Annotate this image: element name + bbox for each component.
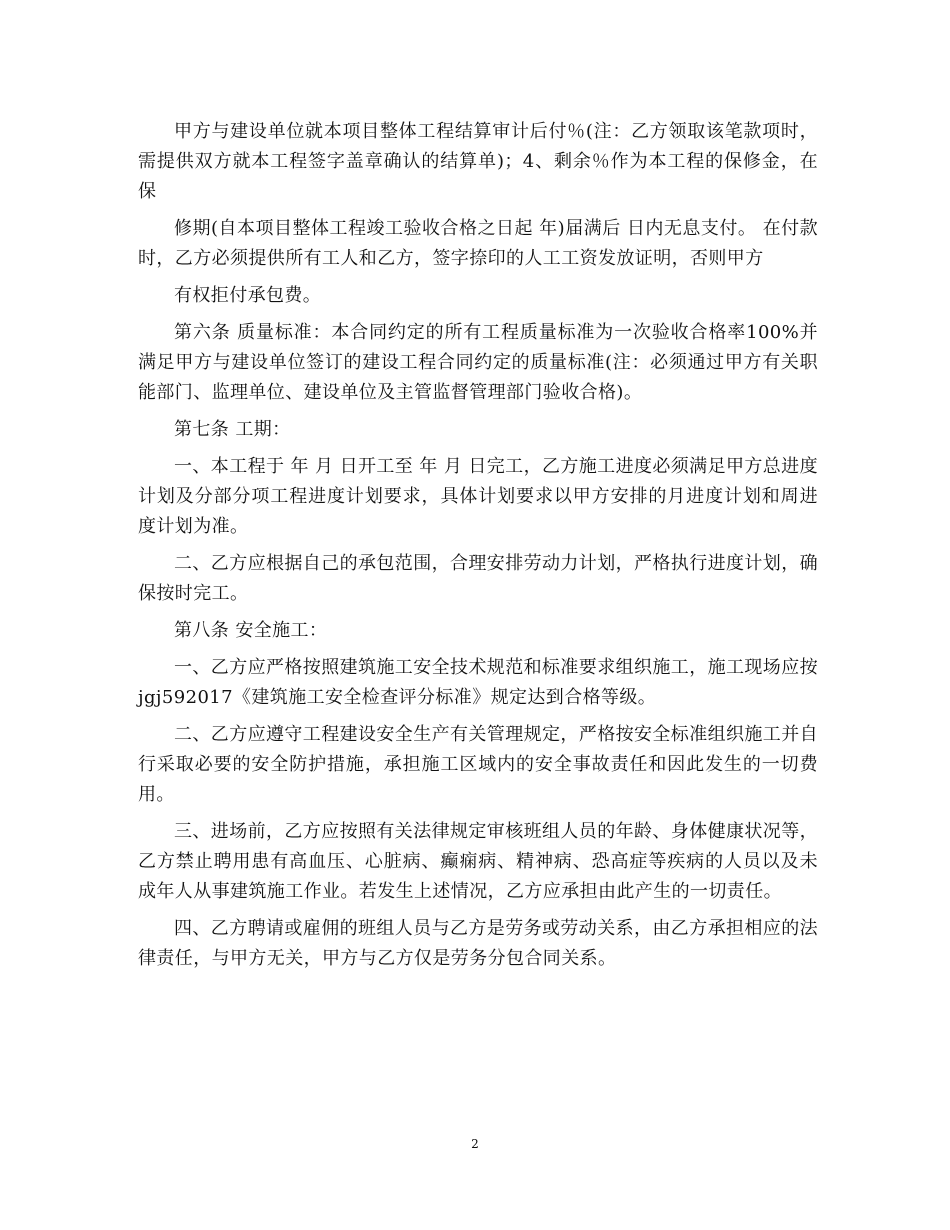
paragraph-article-7-item-2: 二、乙方应根据自己的承包范围，合理安排劳动力计划，严格执行进度计划，确保按时完工。 (138, 553, 818, 604)
paragraph-article-8-item-3: 三、进场前，乙方应按照有关法律规定审核班组人员的年龄、身体健康状况等，乙方禁止聘用患有高血压、心脏病、癫痫病、精神病、恐高症等疾病的人员以及未成年人从事建筑施工作业。若发生上述情况，乙方应承担由此产生的一切责任。 (138, 821, 818, 902)
paragraph-article-7-heading: 第七条 工期： (174, 419, 291, 440)
document-body (138, 117, 818, 981)
paragraph-article-8-heading: 第八条 安全施工： (174, 620, 328, 641)
paragraph-article-7-item-1: 一、本工程于 年 月 日开工至 年 月 日完工，乙方施工进度必须满足甲方总进度计划及分部分项工程进度计划要求，具体计划要求以甲方安排的月进度计划和周进度计划为准。 (138, 456, 818, 537)
paragraph-refuse-payment: 有权拒付承包费。 (174, 285, 322, 306)
paragraph-article-8-item-2: 二、乙方应遵守工程建设安全生产有关管理规定，严格按安全标准组织施工并自行采取必要的安全防护措施，承担施工区域内的安全事故责任和因此发生的一切费用。 (138, 724, 818, 805)
paragraph-article-6-quality: 第六条 质量标准：本合同约定的所有工程质量标准为一次验收合格率100%并满足甲方与建设单位签订的建设工程合同约定的质量标准(注：必须通过甲方有关职能部门、监理单位、建设单位及主管监督管理部门验收合格)。 (138, 322, 818, 403)
paragraph-article-8-item-4: 四、乙方聘请或雇佣的班组人员与乙方是劳务或劳动关系，由乙方承担相应的法律责任，与甲方无关，甲方与乙方仅是劳务分包合同关系。 (138, 918, 818, 969)
paragraph-article-8-item-1: 一、乙方应严格按照建筑施工安全技术规范和标准要求组织施工，施工现场应按 jgj592017《建筑施工安全检查评分标准》规定达到合格等级。 (138, 657, 818, 708)
page-number: 2 (471, 1137, 479, 1151)
paragraph-warranty-period: 修期(自本项目整体工程竣工验收合格之日起 年)届满后 日内无息支付。 在付款时，乙方必须提供所有工人和乙方，签字捺印的人工工资发放证明，否则甲方 (138, 218, 818, 269)
paragraph-payment-settlement: 甲方与建设单位就本项目整体工程结算审计后付％(注：乙方领取该笔款项时，需提供双方就本工程签字盖章确认的结算单)；4、剩余％作为本工程的保修金，在保 (138, 121, 818, 202)
